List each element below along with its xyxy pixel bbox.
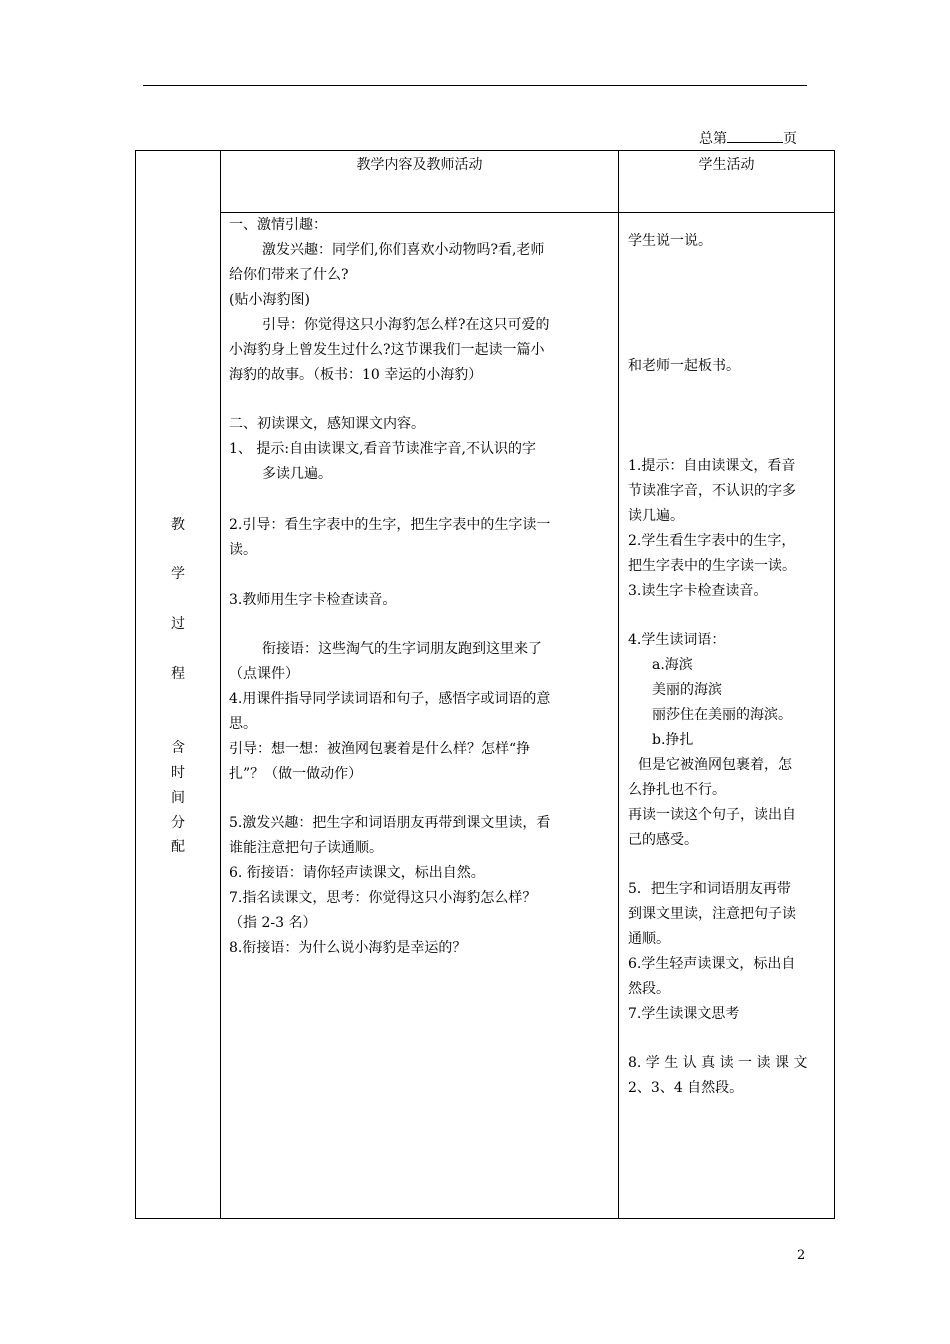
side-label-char: 时 xyxy=(171,765,185,781)
teacher-line: 5.激发兴趣：把生字和词语朋友再带到课文里读，看 xyxy=(229,815,551,831)
teacher-line: 引导：你觉得这只小海豹怎么样?在这只可爱的 xyxy=(262,317,550,333)
student-line: 美丽的海滨 xyxy=(652,682,722,698)
side-label-char: 教 xyxy=(171,517,185,533)
teacher-column-header: 教学内容及教师活动 xyxy=(356,157,483,173)
student-line: 然段。 xyxy=(628,981,670,997)
student-line: 4.学生读词语： xyxy=(628,632,726,648)
teacher-line: 小海豹身上曾发生过什么?这节课我们一起读一篇小 xyxy=(229,342,545,358)
student-line: 1.提示：自由读课文，看音 xyxy=(628,458,796,474)
teacher-line: 4.用课件指导同学读词语和句子，感悟字或词语的意 xyxy=(229,691,551,707)
page-number: 2 xyxy=(797,1248,806,1263)
student-line: 和老师一起板书。 xyxy=(628,358,740,374)
student-line: 读几遍。 xyxy=(628,508,684,524)
side-label-char: 间 xyxy=(171,790,185,806)
teacher-line: 1、 提示:自由读课文,看音节读准字音,不认识的字 xyxy=(229,441,536,457)
student-line: 己的感受。 xyxy=(628,832,698,848)
student-line: 7.学生读课文思考 xyxy=(628,1006,740,1022)
teacher-line: （指 2-3 名） xyxy=(229,915,317,931)
teacher-line: 二、初读课文，感知课文内容。 xyxy=(229,416,425,432)
student-line: 丽莎住在美丽的海滨。 xyxy=(652,707,792,723)
teacher-line: 6. 衔接语：请你轻声读课文，标出自然。 xyxy=(229,865,485,881)
teacher-line: 衔接语：这些淘气的生字词朋友跑到这里来了 xyxy=(262,641,542,657)
student-line: 5．把生字和词语朋友再带 xyxy=(628,881,791,897)
side-label-char: 分 xyxy=(171,815,185,831)
student-line: 再读一读这个句子，读出自 xyxy=(628,807,796,823)
teacher-line: 海豹的故事。（板书：10 幸运的小海豹） xyxy=(229,367,483,383)
teacher-line: 3.教师用生字卡检查读音。 xyxy=(229,592,397,608)
side-label-char: 配 xyxy=(171,839,185,855)
teacher-line: 2.引导：看生字表中的生字，把生字表中的生字读一 xyxy=(229,517,551,533)
student-line: 2.学生看生字表中的生字， xyxy=(628,533,796,549)
teacher-line: (贴小海豹图) xyxy=(229,292,310,308)
side-label-char: 程 xyxy=(171,666,185,682)
student-line: 么挣扎也不行。 xyxy=(628,782,726,798)
teacher-line: 一、激情引趣： xyxy=(229,217,327,233)
teacher-line: 7.指名读课文，思考：你觉得这只小海豹怎么样？ xyxy=(229,890,537,906)
student-line: 6.学生轻声读课文，标出自 xyxy=(628,956,796,972)
side-label-char: 含 xyxy=(171,740,185,756)
teacher-line: 思。 xyxy=(229,716,257,732)
teacher-line: 扎”？（做一做动作） xyxy=(229,766,363,782)
student-line: 到课文里读，注意把句子读 xyxy=(628,906,796,922)
teacher-line: 8.衔接语：为什么说小海豹是幸运的？ xyxy=(229,940,467,956)
student-line: 但是它被渔网包裹着，怎 xyxy=(638,757,792,773)
teacher-line: 谁能注意把句子读通顺。 xyxy=(229,840,383,856)
total-page-label: 总第 页 xyxy=(699,131,797,147)
student-line: 3.读生字卡检查读音。 xyxy=(628,583,768,599)
student-line: 学生说一说。 xyxy=(628,233,712,249)
student-line: 把生字表中的生字读一读。 xyxy=(628,558,796,574)
side-label-char: 过 xyxy=(171,616,185,632)
teacher-line: 引导：想一想：被渔网包裹着是什么样？怎样“挣 xyxy=(229,741,531,757)
student-line: b.挣扎 xyxy=(652,732,694,748)
student-line: 通顺。 xyxy=(628,931,670,947)
table-divider-1 xyxy=(220,150,221,1219)
teacher-line: 多读几遍。 xyxy=(262,466,332,482)
page-number-blank xyxy=(727,130,783,143)
student-line: 8. 学 生 认 真 读 一 读 课 文 xyxy=(628,1055,808,1071)
student-line: 节读准字音，不认识的字多 xyxy=(628,483,796,499)
student-line: 2、3、4 自然段。 xyxy=(628,1080,744,1096)
student-column-header: 学生活动 xyxy=(698,157,755,173)
table-left-border xyxy=(135,150,136,1219)
side-label-char: 学 xyxy=(171,566,185,582)
table-bottom-border xyxy=(135,1218,835,1219)
teacher-line: （点课件） xyxy=(229,666,299,682)
header-rule xyxy=(143,85,807,86)
table-divider-2 xyxy=(618,150,619,1219)
teacher-line: 读。 xyxy=(229,542,257,558)
student-line: a.海滨 xyxy=(652,657,693,673)
teacher-line: 给你们带来了什么? xyxy=(229,267,349,283)
teacher-line: 激发兴趣：同学们,你们喜欢小动物吗?看,老师 xyxy=(262,242,545,258)
table-top-border xyxy=(135,150,835,151)
table-right-border xyxy=(834,150,835,1219)
